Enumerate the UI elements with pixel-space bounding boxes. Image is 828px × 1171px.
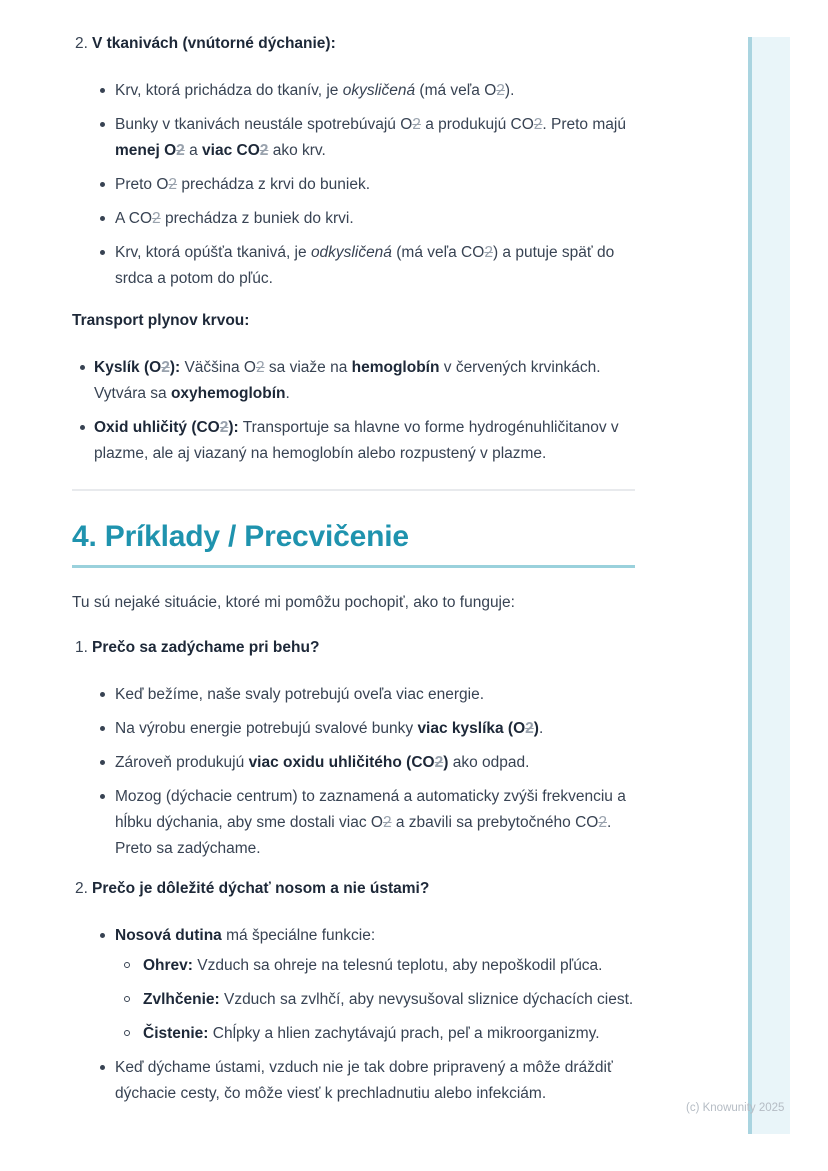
bullet-icon <box>100 88 105 93</box>
bullet-icon <box>100 216 105 221</box>
list-item <box>72 1055 635 1107</box>
struck-subscript-2: 2 <box>533 116 543 133</box>
list-item <box>115 953 635 979</box>
list-item <box>72 784 635 862</box>
struck-subscript-2: 2 <box>434 754 444 771</box>
item-title: Prečo sa zadýchame pri behu? <box>92 639 320 656</box>
bullet-icon <box>100 122 105 127</box>
list-item-text <box>115 116 626 159</box>
text-segment: ) <box>443 754 449 771</box>
list-item-text <box>143 957 603 974</box>
item-title: V tkanivách (vnútorné dýchanie): <box>92 35 336 52</box>
text-segment: Preto O <box>115 176 169 193</box>
bullet-icon <box>100 726 105 731</box>
text-segment: ): <box>228 419 239 436</box>
struck-subscript-2: 2 <box>259 142 269 159</box>
bullet-icon <box>100 250 105 255</box>
bullet-icon <box>100 182 105 187</box>
struck-subscript-2: 2 <box>255 359 265 376</box>
struck-subscript-2: 2 <box>152 210 161 227</box>
list-item <box>72 206 635 232</box>
list-item-text <box>115 927 375 944</box>
text-segment: . Preto majú <box>542 116 626 133</box>
list-item <box>115 1021 635 1047</box>
text-segment: Oxid uhličitý (CO <box>94 419 220 436</box>
struck-subscript-2: 2 <box>412 116 421 133</box>
text-segment: Kyslík (O <box>94 359 162 376</box>
page-edge-strip <box>748 37 790 1134</box>
list-item <box>115 987 635 1013</box>
text-segment: Ohrev: <box>143 957 193 974</box>
list-item <box>72 682 635 708</box>
text-segment: Čistenie: <box>143 1025 209 1042</box>
text-segment: Vzduch sa zvlhčí, aby nevysušoval sliznice dýchacích ciest. <box>219 991 634 1008</box>
text-segment: (má veľa O <box>415 82 497 99</box>
bullet-icon <box>100 794 105 799</box>
list-item-text <box>115 244 614 287</box>
text-segment: prechádza z krvi do buniek. <box>177 176 371 193</box>
struck-subscript-2: 2 <box>525 720 534 737</box>
text-segment: okysličená <box>342 82 416 99</box>
struck-subscript-2: 2 <box>176 142 185 159</box>
list-item-text <box>143 1025 600 1042</box>
text-segment: ) <box>533 720 539 737</box>
bullet-icon <box>100 1065 105 1070</box>
text-segment: (má veľa CO <box>391 244 485 261</box>
struck-subscript-2: 2 <box>219 419 229 436</box>
bullet-icon <box>100 692 105 697</box>
text-segment: ako odpad. <box>448 754 530 771</box>
list-item-text <box>115 788 626 857</box>
text-segment: Nosová dutina <box>115 927 222 944</box>
sub-bullet-list <box>115 953 635 1047</box>
bullet-list-transport <box>72 355 635 467</box>
list-item-text <box>115 686 484 703</box>
list-item-text <box>115 176 370 193</box>
text-segment: Väčšina O <box>180 359 256 376</box>
list-item-text <box>94 419 619 462</box>
list-item <box>72 750 635 776</box>
item-number: 1. <box>75 639 88 656</box>
item-number: 2. <box>75 880 88 897</box>
text-segment: . Preto sa zadýchame. <box>115 814 612 857</box>
list-item <box>72 240 635 292</box>
list-item-text <box>115 754 529 771</box>
text-segment: A CO <box>115 210 153 227</box>
bullet-icon <box>80 425 85 430</box>
text-segment: Krv, ktorá opúšťa tkanivá, je <box>115 244 311 261</box>
text-segment: Zvlhčenie: <box>143 991 220 1008</box>
list-item-text <box>143 991 633 1008</box>
text-segment: odkysličená <box>310 244 392 261</box>
text-segment: hemoglobín <box>351 359 440 376</box>
text-segment: prechádza z buniek do krvi. <box>160 210 354 227</box>
text-segment: ako krv. <box>268 142 326 159</box>
text-segment: Chĺpky a hlien zachytávajú prach, peľ a mikroorganizmy. <box>208 1025 600 1042</box>
struck-subscript-2: 2 <box>484 244 493 261</box>
text-segment: a zbavili sa prebytočného CO <box>391 814 599 831</box>
struck-subscript-2: 2 <box>168 176 178 193</box>
list-item-text <box>115 210 354 227</box>
intro-paragraph: Tu sú nejaké situácie, ktoré mi pomôžu pochopiť, ako to funguje: <box>72 594 515 611</box>
struck-subscript-2: 2 <box>382 814 392 831</box>
list-item <box>72 112 635 164</box>
list-item-text <box>115 82 514 99</box>
text-segment: Mozog (dýchacie centrum) to zaznamená a automaticky zvýši frekvenciu a hĺbku dýchania, aby sme dostali viac O <box>115 788 626 831</box>
item-number: 2. <box>75 35 88 52</box>
text-segment: ). <box>504 82 515 99</box>
circle-bullet-icon <box>124 962 130 968</box>
bullet-icon <box>80 365 85 370</box>
bullet-list-q2 <box>72 923 635 1107</box>
document-content <box>72 31 635 1115</box>
list-item <box>72 355 635 407</box>
bullet-list-tissues <box>72 78 635 292</box>
text-segment: Krv, ktorá prichádza do tkanív, je <box>115 82 343 99</box>
list-item-text <box>115 720 543 737</box>
text-segment: má špeciálne funkcie: <box>221 927 376 944</box>
text-segment: Transportuje sa hlavne vo forme hydrogénuhličitanov v plazme, ale aj viazaný na hemoglobín alebo rozpustený v plazme. <box>94 419 619 462</box>
text-segment: Vzduch sa ohreje na telesnú teplotu, aby nepoškodil pľúca. <box>192 957 603 974</box>
text-segment: a <box>184 142 203 159</box>
section-divider <box>72 489 635 491</box>
bullet-list-q1 <box>72 682 635 862</box>
numbered-heading-q1 <box>72 635 635 661</box>
text-segment: viac oxidu uhličitého (CO <box>248 754 435 771</box>
text-segment: Na výrobu energie potrebujú svalové bunky <box>115 720 418 737</box>
text-segment: Keď dýchame ústami, vzduch nie je tak dobre pripravený a môže dráždiť dýchacie cesty, čo môže viesť k prechladnutiu alebo infekciám. <box>115 1059 613 1102</box>
list-item-text <box>94 359 601 402</box>
text-segment: sa viaže na <box>264 359 352 376</box>
copyright-note: (c) Knowunity 2025 <box>686 1102 785 1114</box>
item-title: Prečo je dôležité dýchať nosom a nie ústami? <box>92 880 430 897</box>
text-segment: viac kyslíka (O <box>417 720 526 737</box>
text-segment: Keď bežíme, naše svaly potrebujú oveľa viac energie. <box>115 686 485 703</box>
bullet-icon <box>100 933 105 938</box>
list-item <box>72 172 635 198</box>
list-item-text <box>115 1059 613 1102</box>
text-segment: Bunky v tkanivách neustále spotrebúvajú O <box>115 116 413 133</box>
text-segment: ): <box>169 359 181 376</box>
struck-subscript-2: 2 <box>496 82 505 99</box>
list-item <box>72 415 635 467</box>
circle-bullet-icon <box>124 1030 130 1036</box>
struck-subscript-2: 2 <box>161 359 170 376</box>
text-segment: . <box>285 385 290 402</box>
circle-bullet-icon <box>124 996 130 1002</box>
section-heading: 4. Príklady / Precvičenie <box>72 518 635 568</box>
struck-subscript-2: 2 <box>598 814 607 831</box>
text-segment: viac CO <box>202 142 260 159</box>
text-segment: a produkujú CO <box>420 116 534 133</box>
transport-heading: Transport plynov krvou: <box>72 312 250 329</box>
text-segment: Zároveň produkujú <box>115 754 249 771</box>
numbered-heading-tissues <box>72 31 635 57</box>
text-segment: menej O <box>115 142 177 159</box>
list-item <box>72 923 635 1047</box>
numbered-heading-q2 <box>72 876 635 902</box>
list-item <box>72 78 635 104</box>
text-segment: oxyhemoglobín <box>170 385 286 402</box>
text-segment: ) a putuje späť do srdca a potom do pľúc. <box>115 244 615 287</box>
text-segment: . <box>538 720 544 737</box>
list-item <box>72 716 635 742</box>
bullet-icon <box>100 760 105 765</box>
text-segment: v červených krvinkách. Vytvára sa <box>94 359 601 402</box>
